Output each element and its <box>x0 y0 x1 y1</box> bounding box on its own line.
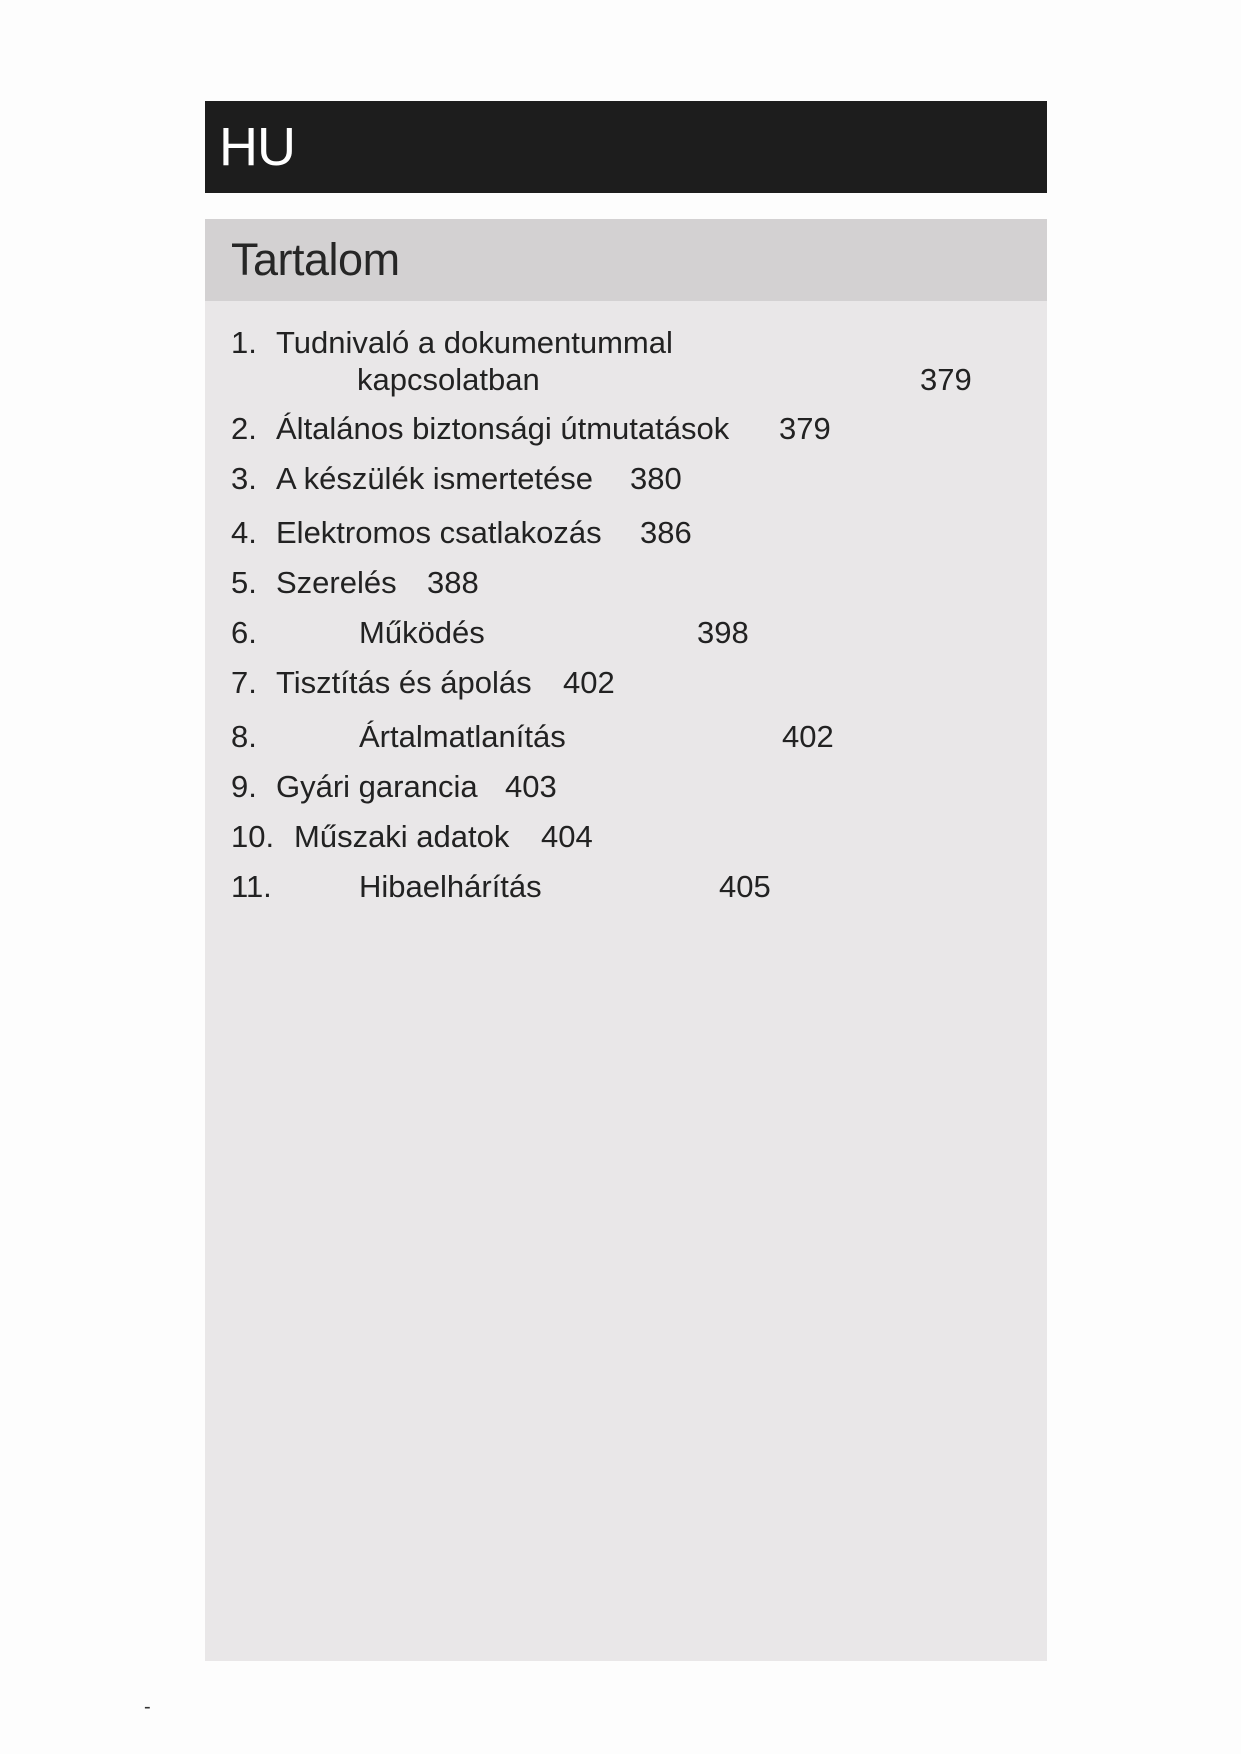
toc-item-title: Gyári garancia <box>276 769 478 804</box>
toc-item-number: 7. <box>231 665 257 700</box>
toc-item-title: A készülék ismertetése <box>276 461 594 496</box>
toc-item-page: 388 <box>427 565 479 600</box>
toc-item-title: Szerelés <box>276 565 397 600</box>
toc-item-page: 379 <box>920 362 972 397</box>
toc-item-title: Tisztítás és ápolás <box>276 665 532 700</box>
toc-item-number: 1. <box>231 325 257 360</box>
toc-item-title: Működés <box>359 615 485 650</box>
language-code: HU <box>219 117 295 177</box>
toc-item-number: 4. <box>231 515 257 550</box>
toc-item-page: 379 <box>779 411 831 446</box>
toc-item-number: 8. <box>231 719 257 754</box>
toc-item-title: Tudnivaló a dokumentummal <box>276 325 673 360</box>
toc-item-page: 405 <box>719 869 771 904</box>
toc-item-page: 386 <box>640 515 692 550</box>
toc-item-page: 380 <box>630 461 682 496</box>
toc-item-title: Ártalmatlanítás <box>359 719 566 754</box>
toc-item-number: 6. <box>231 615 257 650</box>
toc-item-number: 9. <box>231 769 257 804</box>
toc-item-page: 398 <box>697 615 749 650</box>
footer-mark: - <box>144 1696 151 1718</box>
toc-item-title: Műszaki adatok <box>294 819 510 854</box>
toc-item-number: 2. <box>231 411 257 446</box>
toc-item-page: 404 <box>541 819 593 854</box>
toc-item-page: 403 <box>505 769 557 804</box>
toc-header <box>205 219 1047 301</box>
toc-item-title-continued: kapcsolatban <box>357 362 540 397</box>
toc-item-title: Általános biztonsági útmutatások <box>276 411 730 446</box>
toc-item-title: Hibaelhárítás <box>359 869 542 904</box>
toc-item-page: 402 <box>782 719 834 754</box>
toc-item-title: Elektromos csatlakozás <box>276 515 602 550</box>
toc-item-page: 402 <box>563 665 615 700</box>
toc-item-number: 3. <box>231 461 257 496</box>
toc-panel <box>205 219 1047 1661</box>
language-header-bar <box>205 101 1047 193</box>
toc-item-number: 10. <box>231 819 275 854</box>
toc-item-number: 5. <box>231 565 257 600</box>
toc-item-number: 11. <box>231 869 272 904</box>
toc-title: Tartalom <box>231 234 400 285</box>
